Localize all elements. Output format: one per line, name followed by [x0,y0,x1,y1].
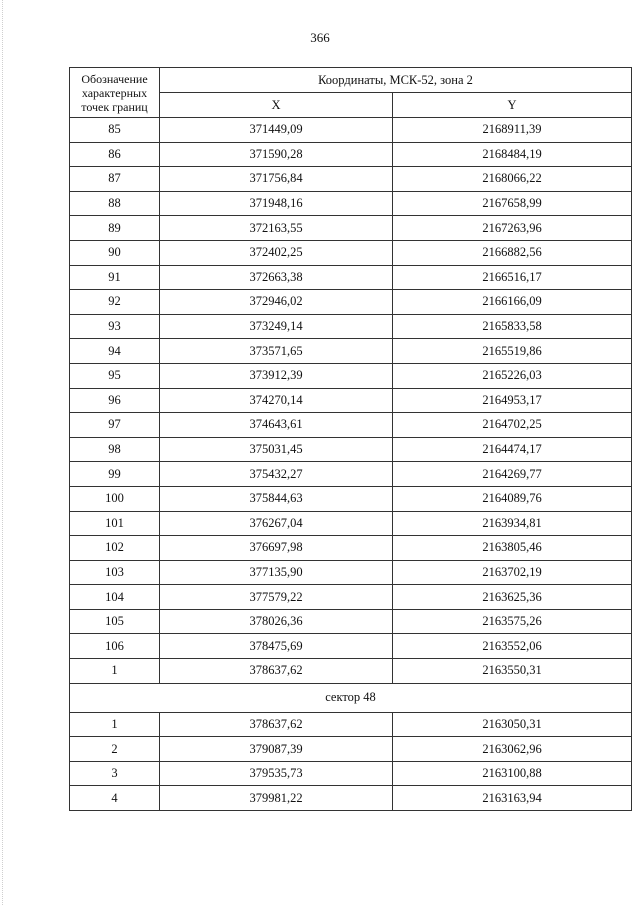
y-cell: 2164269,77 [393,462,632,487]
x-cell: 377135,90 [160,560,393,585]
table-body [70,118,632,684]
point-cell: 102 [70,536,160,561]
table-row [70,634,632,659]
scan-margin-marks [2,0,5,905]
header-coordinate-system: Координаты, МСК-52, зона 2 [160,68,632,93]
point-cell: 97 [70,413,160,438]
x-cell: 372946,02 [160,290,393,315]
x-cell: 372663,38 [160,265,393,290]
sector-body [70,683,632,810]
point-cell: 95 [70,363,160,388]
point-cell: 90 [70,240,160,265]
x-cell: 378637,62 [160,659,393,684]
x-cell: 372163,55 [160,216,393,241]
y-cell: 2163062,96 [393,737,632,762]
y-cell: 2163575,26 [393,609,632,634]
header-y: Y [393,93,632,118]
y-cell: 2164089,76 [393,486,632,511]
x-cell: 375844,63 [160,486,393,511]
x-cell: 373912,39 [160,363,393,388]
x-cell: 379087,39 [160,737,393,762]
table-row [70,437,632,462]
x-cell: 374643,61 [160,413,393,438]
point-cell: 96 [70,388,160,413]
table-row [70,511,632,536]
x-cell: 376267,04 [160,511,393,536]
y-cell: 2165226,03 [393,363,632,388]
x-cell: 377579,22 [160,585,393,610]
y-cell: 2163550,31 [393,659,632,684]
point-cell: 94 [70,339,160,364]
y-cell: 2163805,46 [393,536,632,561]
x-cell: 371590,28 [160,142,393,167]
table-row [70,142,632,167]
y-cell: 2164474,17 [393,437,632,462]
x-cell: 373249,14 [160,314,393,339]
x-cell: 379981,22 [160,786,393,811]
x-cell: 378475,69 [160,634,393,659]
table-row [70,339,632,364]
table-row [70,737,632,762]
point-cell: 89 [70,216,160,241]
table-row [70,191,632,216]
point-cell: 91 [70,265,160,290]
x-cell: 375432,27 [160,462,393,487]
table-row [70,167,632,192]
table-row [70,240,632,265]
point-cell: 103 [70,560,160,585]
point-cell: 3 [70,761,160,786]
y-cell: 2163100,88 [393,761,632,786]
table-row [70,486,632,511]
y-cell: 2163702,19 [393,560,632,585]
point-cell: 92 [70,290,160,315]
table-row [70,560,632,585]
point-cell: 1 [70,712,160,737]
y-cell: 2168066,22 [393,167,632,192]
y-cell: 2165519,86 [393,339,632,364]
y-cell: 2163625,36 [393,585,632,610]
y-cell: 2166166,09 [393,290,632,315]
table-row [70,659,632,684]
point-cell: 99 [70,462,160,487]
x-cell: 374270,14 [160,388,393,413]
y-cell: 2163934,81 [393,511,632,536]
y-cell: 2165833,58 [393,314,632,339]
point-cell: 85 [70,118,160,143]
x-cell: 375031,45 [160,437,393,462]
x-cell: 372402,25 [160,240,393,265]
table-row [70,585,632,610]
sector-label: сектор 48 [70,683,632,712]
point-cell: 106 [70,634,160,659]
y-cell: 2163050,31 [393,712,632,737]
x-cell: 371756,84 [160,167,393,192]
table-row [70,388,632,413]
point-cell: 1 [70,659,160,684]
y-cell: 2163552,06 [393,634,632,659]
x-cell: 378026,36 [160,609,393,634]
x-cell: 371449,09 [160,118,393,143]
y-cell: 2166882,56 [393,240,632,265]
header-x: X [160,93,393,118]
table-row [70,712,632,737]
coordinates-table [69,67,632,811]
table-row [70,609,632,634]
x-cell: 378637,62 [160,712,393,737]
point-cell: 98 [70,437,160,462]
table-row [70,786,632,811]
y-cell: 2167263,96 [393,216,632,241]
table-row [70,290,632,315]
table-row [70,761,632,786]
point-cell: 104 [70,585,160,610]
point-cell: 87 [70,167,160,192]
x-cell: 376697,98 [160,536,393,561]
point-cell: 88 [70,191,160,216]
point-cell: 93 [70,314,160,339]
table-row [70,363,632,388]
table-row [70,265,632,290]
y-cell: 2164953,17 [393,388,632,413]
y-cell: 2168484,19 [393,142,632,167]
page-number: 366 [310,30,330,45]
table-row [70,536,632,561]
x-cell: 373571,65 [160,339,393,364]
point-cell: 4 [70,786,160,811]
header-point-designation: Обозначение характерных точек границ [70,68,160,118]
table-row [70,314,632,339]
y-cell: 2163163,94 [393,786,632,811]
table-row [70,413,632,438]
y-cell: 2164702,25 [393,413,632,438]
point-cell: 100 [70,486,160,511]
point-cell: 2 [70,737,160,762]
y-cell: 2168911,39 [393,118,632,143]
point-cell: 101 [70,511,160,536]
table-row [70,462,632,487]
table-row [70,216,632,241]
y-cell: 2167658,99 [393,191,632,216]
y-cell: 2166516,17 [393,265,632,290]
point-cell: 105 [70,609,160,634]
point-cell: 86 [70,142,160,167]
table-row [70,118,632,143]
x-cell: 379535,73 [160,761,393,786]
x-cell: 371948,16 [160,191,393,216]
